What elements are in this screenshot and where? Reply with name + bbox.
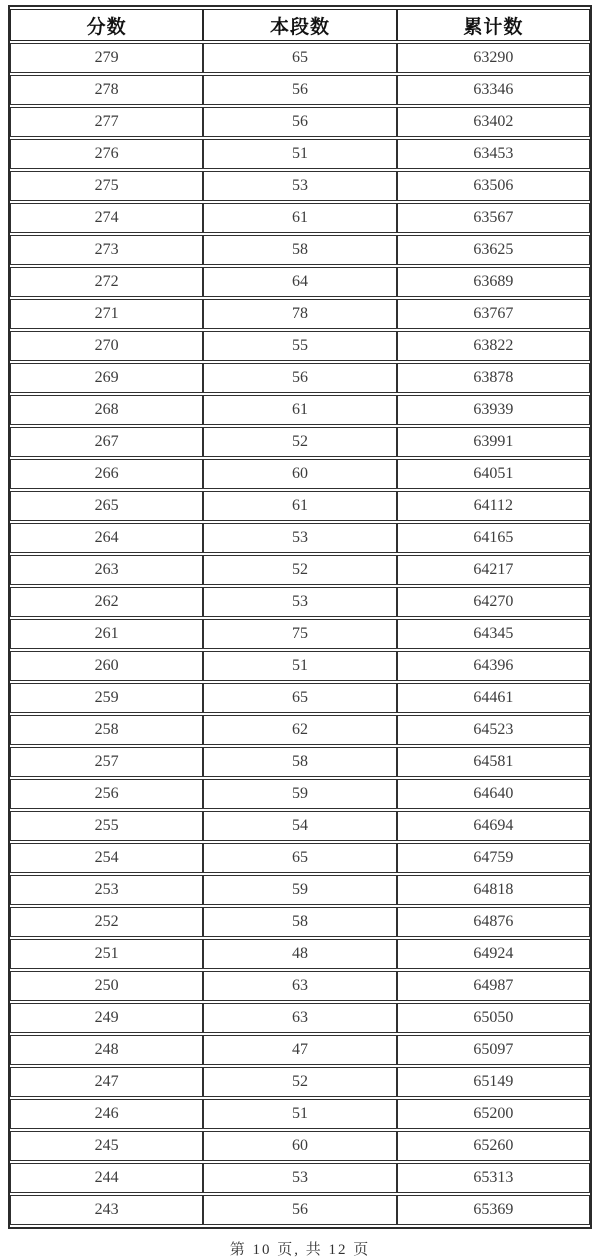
segment-count-cell: 54 bbox=[203, 811, 396, 841]
cumulative-count-cell: 64461 bbox=[397, 683, 590, 713]
table-row bbox=[10, 107, 590, 137]
score-cell: 250 bbox=[10, 971, 203, 1001]
table-row bbox=[10, 1195, 590, 1225]
segment-count-cell: 59 bbox=[203, 779, 396, 809]
score-cell: 274 bbox=[10, 203, 203, 233]
segment-count-cell: 62 bbox=[203, 715, 396, 745]
cumulative-count-cell: 63290 bbox=[397, 43, 590, 73]
segment-count-cell: 52 bbox=[203, 1067, 396, 1097]
table-body bbox=[10, 43, 590, 1225]
table-row bbox=[10, 299, 590, 329]
segment-count-cell: 56 bbox=[203, 1195, 396, 1225]
cumulative-count-cell: 63567 bbox=[397, 203, 590, 233]
table-row bbox=[10, 715, 590, 745]
header-cumulative-count: 累计数 bbox=[397, 9, 590, 41]
score-cell: 247 bbox=[10, 1067, 203, 1097]
score-cell: 259 bbox=[10, 683, 203, 713]
cumulative-count-cell: 65097 bbox=[397, 1035, 590, 1065]
segment-count-cell: 61 bbox=[203, 203, 396, 233]
segment-count-cell: 53 bbox=[203, 587, 396, 617]
cumulative-count-cell: 64694 bbox=[397, 811, 590, 841]
segment-count-cell: 61 bbox=[203, 491, 396, 521]
score-cell: 275 bbox=[10, 171, 203, 201]
segment-count-cell: 53 bbox=[203, 523, 396, 553]
score-cell: 268 bbox=[10, 395, 203, 425]
table-row bbox=[10, 363, 590, 393]
table-row bbox=[10, 1163, 590, 1193]
score-cell: 265 bbox=[10, 491, 203, 521]
score-cell: 277 bbox=[10, 107, 203, 137]
cumulative-count-cell: 64051 bbox=[397, 459, 590, 489]
score-cell: 254 bbox=[10, 843, 203, 873]
segment-count-cell: 58 bbox=[203, 235, 396, 265]
segment-count-cell: 58 bbox=[203, 907, 396, 937]
segment-count-cell: 51 bbox=[203, 1099, 396, 1129]
table-row bbox=[10, 139, 590, 169]
score-cell: 266 bbox=[10, 459, 203, 489]
score-cell: 260 bbox=[10, 651, 203, 681]
score-table-border bbox=[8, 5, 592, 1229]
cumulative-count-cell: 65313 bbox=[397, 1163, 590, 1193]
table-row bbox=[10, 43, 590, 73]
score-cell: 258 bbox=[10, 715, 203, 745]
score-cell: 270 bbox=[10, 331, 203, 361]
cumulative-count-cell: 64165 bbox=[397, 523, 590, 553]
segment-count-cell: 60 bbox=[203, 459, 396, 489]
cumulative-count-cell: 65200 bbox=[397, 1099, 590, 1129]
score-cell: 246 bbox=[10, 1099, 203, 1129]
table-row bbox=[10, 171, 590, 201]
score-cell: 273 bbox=[10, 235, 203, 265]
cumulative-count-cell: 63506 bbox=[397, 171, 590, 201]
score-cell: 251 bbox=[10, 939, 203, 969]
segment-count-cell: 58 bbox=[203, 747, 396, 777]
table-row bbox=[10, 267, 590, 297]
segment-count-cell: 60 bbox=[203, 1131, 396, 1161]
segment-count-cell: 64 bbox=[203, 267, 396, 297]
segment-count-cell: 63 bbox=[203, 1003, 396, 1033]
table-row bbox=[10, 555, 590, 585]
segment-count-cell: 52 bbox=[203, 555, 396, 585]
segment-count-cell: 52 bbox=[203, 427, 396, 457]
table-row bbox=[10, 1067, 590, 1097]
segment-count-cell: 53 bbox=[203, 171, 396, 201]
cumulative-count-cell: 63878 bbox=[397, 363, 590, 393]
table-row bbox=[10, 843, 590, 873]
score-cell: 256 bbox=[10, 779, 203, 809]
cumulative-count-cell: 64112 bbox=[397, 491, 590, 521]
table-row bbox=[10, 523, 590, 553]
table-row bbox=[10, 75, 590, 105]
segment-count-cell: 78 bbox=[203, 299, 396, 329]
table-row bbox=[10, 1131, 590, 1161]
score-cell: 257 bbox=[10, 747, 203, 777]
table-row bbox=[10, 1099, 590, 1129]
cumulative-count-cell: 63991 bbox=[397, 427, 590, 457]
cumulative-count-cell: 64987 bbox=[397, 971, 590, 1001]
table-row bbox=[10, 779, 590, 809]
table-header bbox=[10, 9, 590, 41]
cumulative-count-cell: 63402 bbox=[397, 107, 590, 137]
score-cell: 243 bbox=[10, 1195, 203, 1225]
score-cell: 261 bbox=[10, 619, 203, 649]
segment-count-cell: 65 bbox=[203, 683, 396, 713]
score-cell: 267 bbox=[10, 427, 203, 457]
segment-count-cell: 53 bbox=[203, 1163, 396, 1193]
table-row bbox=[10, 235, 590, 265]
cumulative-count-cell: 64759 bbox=[397, 843, 590, 873]
table-row bbox=[10, 331, 590, 361]
score-cell: 271 bbox=[10, 299, 203, 329]
header-score: 分数 bbox=[10, 9, 203, 41]
cumulative-count-cell: 64640 bbox=[397, 779, 590, 809]
score-cell: 276 bbox=[10, 139, 203, 169]
cumulative-count-cell: 65369 bbox=[397, 1195, 590, 1225]
table-row bbox=[10, 459, 590, 489]
table-row bbox=[10, 875, 590, 905]
score-cell: 252 bbox=[10, 907, 203, 937]
score-cell: 278 bbox=[10, 75, 203, 105]
cumulative-count-cell: 63346 bbox=[397, 75, 590, 105]
table-row bbox=[10, 203, 590, 233]
score-cell: 272 bbox=[10, 267, 203, 297]
cumulative-count-cell: 63822 bbox=[397, 331, 590, 361]
score-cell: 269 bbox=[10, 363, 203, 393]
cumulative-count-cell: 63453 bbox=[397, 139, 590, 169]
score-cell: 263 bbox=[10, 555, 203, 585]
table-row bbox=[10, 491, 590, 521]
score-cell: 264 bbox=[10, 523, 203, 553]
cumulative-count-cell: 63625 bbox=[397, 235, 590, 265]
score-cell: 253 bbox=[10, 875, 203, 905]
cumulative-count-cell: 64924 bbox=[397, 939, 590, 969]
table-row bbox=[10, 587, 590, 617]
segment-count-cell: 51 bbox=[203, 139, 396, 169]
table-row bbox=[10, 427, 590, 457]
segment-count-cell: 65 bbox=[203, 843, 396, 873]
table-row bbox=[10, 747, 590, 777]
segment-count-cell: 56 bbox=[203, 363, 396, 393]
table-row bbox=[10, 683, 590, 713]
cumulative-count-cell: 64876 bbox=[397, 907, 590, 937]
table-row bbox=[10, 395, 590, 425]
cumulative-count-cell: 64581 bbox=[397, 747, 590, 777]
table-row bbox=[10, 811, 590, 841]
score-cell: 245 bbox=[10, 1131, 203, 1161]
cumulative-count-cell: 64217 bbox=[397, 555, 590, 585]
table-row bbox=[10, 971, 590, 1001]
segment-count-cell: 65 bbox=[203, 43, 396, 73]
table-row bbox=[10, 939, 590, 969]
score-distribution-table bbox=[10, 7, 590, 1227]
cumulative-count-cell: 64818 bbox=[397, 875, 590, 905]
score-cell: 279 bbox=[10, 43, 203, 73]
score-cell: 262 bbox=[10, 587, 203, 617]
score-cell: 244 bbox=[10, 1163, 203, 1193]
table-row bbox=[10, 651, 590, 681]
score-cell: 248 bbox=[10, 1035, 203, 1065]
segment-count-cell: 56 bbox=[203, 107, 396, 137]
segment-count-cell: 55 bbox=[203, 331, 396, 361]
header-segment-count: 本段数 bbox=[203, 9, 396, 41]
segment-count-cell: 48 bbox=[203, 939, 396, 969]
cumulative-count-cell: 63767 bbox=[397, 299, 590, 329]
segment-count-cell: 63 bbox=[203, 971, 396, 1001]
cumulative-count-cell: 64270 bbox=[397, 587, 590, 617]
cumulative-count-cell: 63689 bbox=[397, 267, 590, 297]
cumulative-count-cell: 63939 bbox=[397, 395, 590, 425]
cumulative-count-cell: 65149 bbox=[397, 1067, 590, 1097]
table-row bbox=[10, 907, 590, 937]
page-indicator: 第 10 页, 共 12 页 bbox=[229, 1242, 371, 1258]
cumulative-count-cell: 65050 bbox=[397, 1003, 590, 1033]
segment-count-cell: 47 bbox=[203, 1035, 396, 1065]
table-row bbox=[10, 619, 590, 649]
segment-count-cell: 56 bbox=[203, 75, 396, 105]
segment-count-cell: 61 bbox=[203, 395, 396, 425]
segment-count-cell: 75 bbox=[203, 619, 396, 649]
score-cell: 249 bbox=[10, 1003, 203, 1033]
cumulative-count-cell: 64345 bbox=[397, 619, 590, 649]
table-row bbox=[10, 1035, 590, 1065]
table-row bbox=[10, 1003, 590, 1033]
cumulative-count-cell: 65260 bbox=[397, 1131, 590, 1161]
segment-count-cell: 51 bbox=[203, 651, 396, 681]
cumulative-count-cell: 64523 bbox=[397, 715, 590, 745]
header-row bbox=[10, 9, 590, 41]
score-cell: 255 bbox=[10, 811, 203, 841]
segment-count-cell: 59 bbox=[203, 875, 396, 905]
cumulative-count-cell: 64396 bbox=[397, 651, 590, 681]
